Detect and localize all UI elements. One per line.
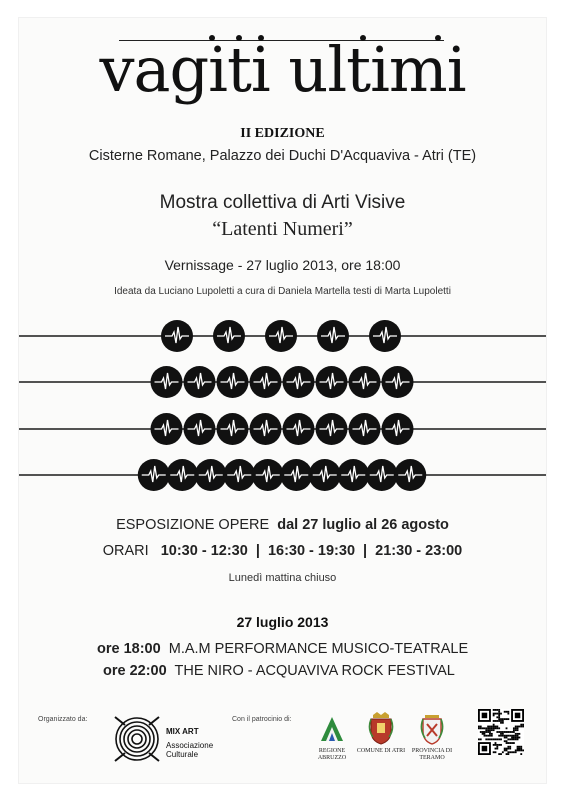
vernissage: Vernissage - 27 luglio 2013, ore 18:00 [164, 257, 401, 273]
organized-by-label: Organizzato da: [38, 716, 88, 723]
heartbeat-disc [283, 413, 315, 445]
heartbeat-disc [349, 366, 381, 398]
heartbeat-disc [316, 366, 348, 398]
heartbeat-strings-graphic [0, 310, 565, 500]
hours-label: ORARI [102, 543, 149, 559]
patron-label: REGIONE ABRUZZO [317, 748, 347, 761]
heartbeat-disc [151, 366, 183, 398]
heartbeat-disc [349, 413, 381, 445]
heartbeat-disc [316, 413, 348, 445]
event-item [103, 663, 455, 679]
heartbeat-disc [382, 366, 414, 398]
exhibition-title: “Latenti Numeri” [212, 218, 353, 240]
heartbeat-disc [337, 459, 369, 491]
heartbeat-disc [382, 413, 414, 445]
patron-label: PROVINCIA DI TERAMO [411, 748, 453, 761]
patronage-label: Con il patrocinio di: [232, 716, 292, 723]
heartbeat-disc [195, 459, 227, 491]
heartbeat-disc [217, 366, 249, 398]
heartbeat-disc [394, 459, 426, 491]
credits: Ideata da Luciano Lupoletti a cura di Daniela Martella testi di Marta Lupoletti [114, 286, 451, 297]
heartbeat-disc [184, 366, 216, 398]
provincia-teramo-crest-icon [418, 711, 446, 745]
event-item [97, 641, 468, 657]
heartbeat-disc [138, 459, 170, 491]
org-name: MIX ART [166, 727, 199, 736]
event-time: ore 18:00 [97, 641, 161, 657]
heartbeat-disc [280, 459, 312, 491]
heartbeat-disc [366, 459, 398, 491]
edition: II EDIZIONE [240, 126, 325, 141]
heartbeat-disc [217, 413, 249, 445]
regione-abruzzo-logo-icon [318, 711, 346, 745]
heartbeat-disc [265, 320, 297, 352]
exhibition-dates [0, 517, 565, 533]
exhibition-type: Mostra collettiva di Arti Visive [159, 192, 406, 213]
heartbeat-disc [283, 366, 315, 398]
heartbeat-disc [213, 320, 245, 352]
poster-title: vagiti ultimi [99, 33, 466, 106]
hours-values: 10:30 - 12:30 | 16:30 - 19:30 | 21:30 - 23:00 [160, 543, 463, 559]
closed-note: Lunedì mattina chiuso [228, 572, 337, 584]
heartbeat-disc [317, 320, 349, 352]
heartbeat-disc [166, 459, 198, 491]
heartbeat-disc [161, 320, 193, 352]
opening-hours [0, 543, 565, 559]
expo-dates: dal 27 luglio al 26 agosto [277, 517, 449, 533]
heartbeat-disc [309, 459, 341, 491]
event-name: M.A.M PERFORMANCE MUSICO-TEATRALE [168, 641, 469, 657]
mixart-logo-icon [113, 715, 161, 763]
heartbeat-disc [184, 413, 216, 445]
expo-label: ESPOSIZIONE OPERE [116, 517, 270, 533]
heartbeat-disc [151, 413, 183, 445]
org-subtitle: Associazione Culturale [166, 741, 214, 759]
event-time: ore 22:00 [103, 663, 167, 679]
heartbeat-disc [250, 413, 282, 445]
qr-code-icon[interactable] [478, 709, 524, 755]
comune-atri-crest-icon [367, 711, 395, 745]
event-date: 27 luglio 2013 [236, 614, 329, 630]
heartbeat-disc [223, 459, 255, 491]
heartbeat-disc [369, 320, 401, 352]
heartbeat-disc [252, 459, 284, 491]
venue: Cisterne Romane, Palazzo dei Duchi D'Acquaviva - Atri (TE) [88, 148, 477, 164]
event-name: THE NIRO - ACQUAVIVA ROCK FESTIVAL [174, 663, 455, 679]
heartbeat-disc [250, 366, 282, 398]
patron-label: COMUNE DI ATRI [356, 748, 406, 754]
